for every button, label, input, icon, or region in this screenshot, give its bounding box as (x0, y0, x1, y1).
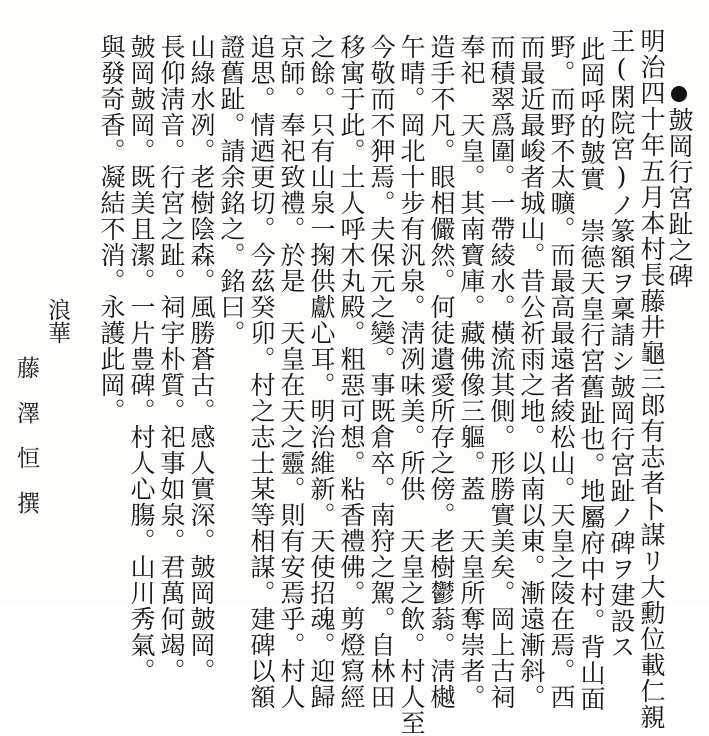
text-column-13: 京師。奉祀致禮。於是 天皇在天之靈。則有安焉乎。村人 (277, 34, 306, 710)
text-column-17: 長仰淸音。行宮之趾。祠宇朴質。祀事如泉。君萬何竭。 (157, 34, 186, 684)
text-column-8: 造手不凡。眼相儼然。何徒遺愛所存之傍。老樹鬱蓊。淸樾 (427, 34, 456, 710)
text-column-3: 此岡呼的皷實 崇德天皇行宮舊趾也。地屬府中村。背山面 (577, 36, 606, 712)
text-column-12: 之餘。只有山泉一掬供獻心耳。明治維新。天使招魂。迎歸 (307, 34, 336, 710)
text-column-14: 追思。情迺更切。今茲癸卯。村之志士某等相謀。建碑以額 (247, 34, 276, 710)
author-place: 浪華 (44, 298, 70, 344)
text-column-19: 與發奇香。凝結不消。永護此岡。 (97, 34, 126, 424)
text-column-10: 今敬而不狎焉。夫保元之變。事既倉卒。南狩之駕。自林田 (367, 34, 396, 710)
text-column-7: 奉祀 天皇。其南寶庫。藏佛像三軀。蓋 天皇所奪崇者。 (457, 34, 486, 710)
text-column-18: 皷岡皷岡。既美且潔。一片豊碑。村人心膓。山川秀氣。 (127, 34, 156, 684)
circle-mark-icon (671, 86, 687, 102)
text-column-5: 而最近最峻者城山。昔公祈雨之地。以南以東。漸遠漸斜。 (517, 34, 546, 710)
text-column-9: 午晴。岡北十步有汎泉。淸冽味美。所供 天皇之飲。村人至 (397, 34, 426, 736)
document-title: 皷岡行宮趾之碑 (666, 86, 693, 289)
text-column-6: 而積翠爲圍。一帶綾水。橫流其側。形勝實美矣。岡上古祠 (487, 34, 516, 710)
text-column-4: 野。而野不太曠。而最高最遠者綾松山。天皇之陵在焉。西 (547, 34, 576, 710)
text-column-2: 王(閑院宮)ノ篆額ヲ稟請シ皷岡行宮趾ノ碑ヲ建設ス (607, 28, 636, 660)
text-column-11: 移寓于此。土人呼木丸殿。粗惡可想。粘香禮佛。剪燈寫經 (337, 34, 366, 710)
author-name: 藤澤恒撰 (13, 356, 39, 536)
text-column-1: 明治四十年五月本村長藤井龜三郎有志者卜謀リ大勳位載仁親 (637, 28, 666, 730)
text-column-16: 山綠水冽。老樹陰森。風勝蒼古。感人實深。皷岡皷岡。 (187, 34, 216, 684)
text-column-15: 證舊趾。請余銘之。銘曰。 (217, 34, 246, 346)
